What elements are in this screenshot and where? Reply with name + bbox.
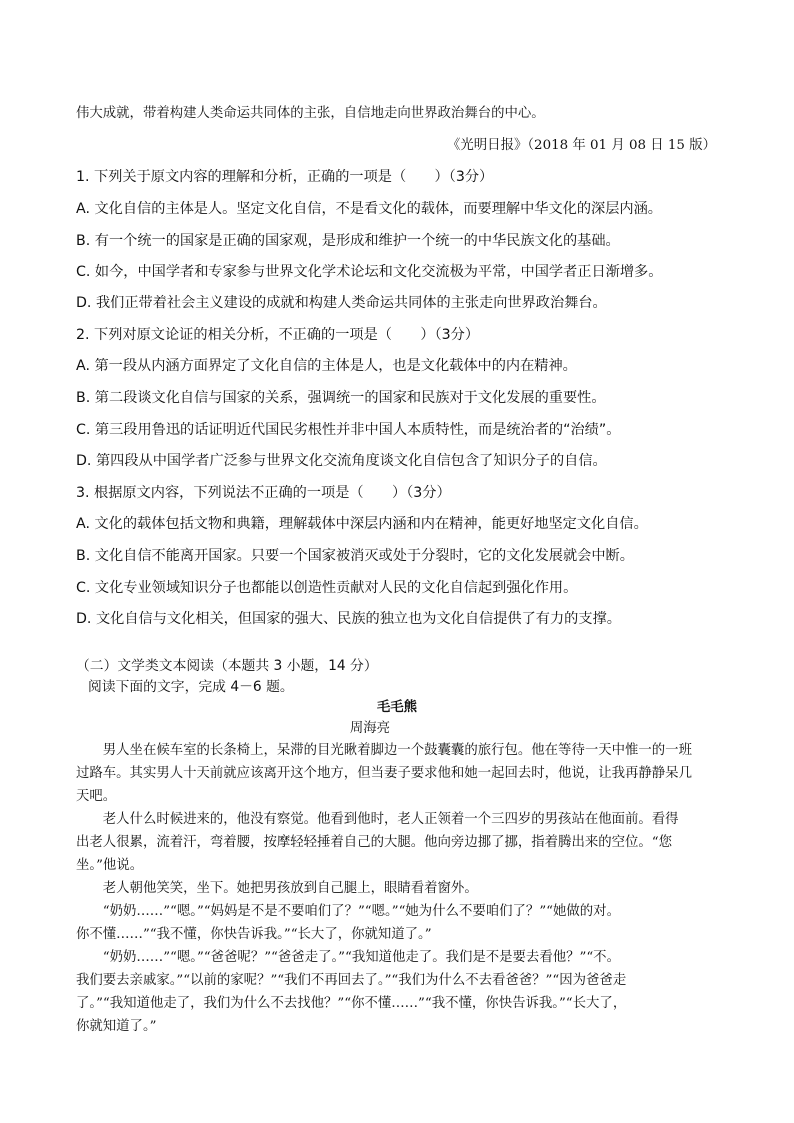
story-line: 男人坐在候车室的长条椅上，呆滞的目光瞅着脚边一个鼓囊囊的旅行包。他在等待一天中惟一的一班 (76, 743, 692, 758)
story-line: 坐。”他说。 (76, 858, 144, 873)
story-line: 过路车。其实男人十天前就应该离开这个地方，但当妻子要求他和她一起回去时，他说，让我再静静呆几 (76, 766, 692, 781)
question-3-option-d: D. 文化自信与文化相关，但国家的强大、民族的独立也为文化自信提供了有力的支撑。 (76, 611, 621, 627)
question-1-stem: 1. 下列关于原文内容的理解和分析，正确的一项是（ ）（3分） (76, 169, 494, 185)
source-citation: 《光明日报》（2018 年 01 月 08 日 15 版） (447, 138, 716, 153)
question-2-option-d: D. 第四段从中国学者广泛参与世界文化交流角度谈文化自信包含了知识分子的自信。 (76, 453, 607, 469)
story-line: 我们要去亲戚家。”“以前的家呢？”“我们不再回去了。”“我们为什么不去看爸爸？”“因为爸爸走 (76, 973, 627, 988)
question-1-option-c: C. 如今，中国学者和专家参与世界文化学术论坛和文化交流极为平常，中国学者正日渐增多。 (76, 264, 663, 280)
question-2-option-b: B. 第二段谈文化自信与国家的关系，强调统一的国家和民族对于文化发展的重要性。 (76, 390, 606, 406)
question-3-option-a: A. 文化的载体包括文物和典籍，理解载体中深层内涵和内在精神，能更好地坚定文化自信。 (76, 516, 648, 532)
question-2-option-c: C. 第三段用鲁迅的话证明近代国民劣根性并非中国人本质特性，而是统治者的“治绩”。 (76, 422, 621, 438)
story-line: 你不懂……”“我不懂，你快告诉我。”“长大了，你就知道了。” (76, 927, 432, 942)
reading-instruction: 阅读下面的文字，完成 4－6 题。 (88, 679, 294, 695)
story-title: 毛毛熊 (376, 699, 418, 715)
section-heading: （二）文学类文本阅读（本题共 3 小题，14 分） (76, 658, 378, 674)
story-line: 天吧。 (76, 789, 117, 804)
story-line: “奶奶……”“嗯。”“妈妈是不是不要咱们了？”“嗯。”“她为什么不要咱们了？”“她做的对。 (76, 904, 620, 919)
question-3-option-b: B. 文化自信不能离开国家。只要一个国家被消灭或处于分裂时，它的文化发展就会中断。 (76, 548, 634, 564)
question-3-option-c: C. 文化专业领域知识分子也都能以创造性贡献对人民的文化自信起到强化作用。 (76, 580, 578, 596)
question-2-stem: 2. 下列对原文论证的相关分析，不正确的一项是（ ）（3分） (76, 327, 480, 343)
story-line: “奶奶……”“嗯。”“爸爸呢？”“爸爸走了。”“我知道他走了。我们是不是要去看他？”“不。 (76, 950, 620, 965)
question-2-option-a: A. 第一段从内涵方面界定了文化自信的主体是人，也是文化载体中的内在精神。 (76, 358, 577, 374)
question-1-option-b: B. 有一个统一的国家是正确的国家观，是形成和维护一个统一的中华民族文化的基础。 (76, 233, 620, 249)
question-1-option-d: D. 我们正带着社会主义建设的成就和构建人类命运共同体的主张走向世界政治舞台。 (76, 295, 607, 311)
story-line: 你就知道了。” (76, 1019, 157, 1034)
question-3-stem: 3. 根据原文内容，下列说法不正确的一项是（ ）（3分） (76, 485, 451, 501)
story-line: 出老人很累，流着汗，弯着腰，按摩轻轻捶着自己的大腿。他向旁边挪了挪，指着腾出来的空位。“您 (76, 835, 673, 850)
question-1-option-a: A. 文化自信的主体是人。坚定文化自信，不是看文化的载体，而要理解中华文化的深层内涵。 (76, 201, 662, 217)
story-line: 老人什么时候进来的，他没有察觉。他看到他时，老人正领着一个三四岁的男孩站在他面前。看得 (76, 812, 679, 827)
story-author: 周海亮 (349, 721, 391, 736)
story-line: 了。”“我知道他走了，我们为什么不去找他？”“你不懂……”“我不懂，你快告诉我。”“长大了， (76, 996, 627, 1011)
story-line: 老人朝他笑笑，坐下。她把男孩放到自己腿上，眼睛看着窗外。 (76, 881, 478, 896)
intro-line: 伟大成就，带着构建人类命运共同体的主张，自信地走向世界政治舞台的中心。 (76, 106, 545, 121)
